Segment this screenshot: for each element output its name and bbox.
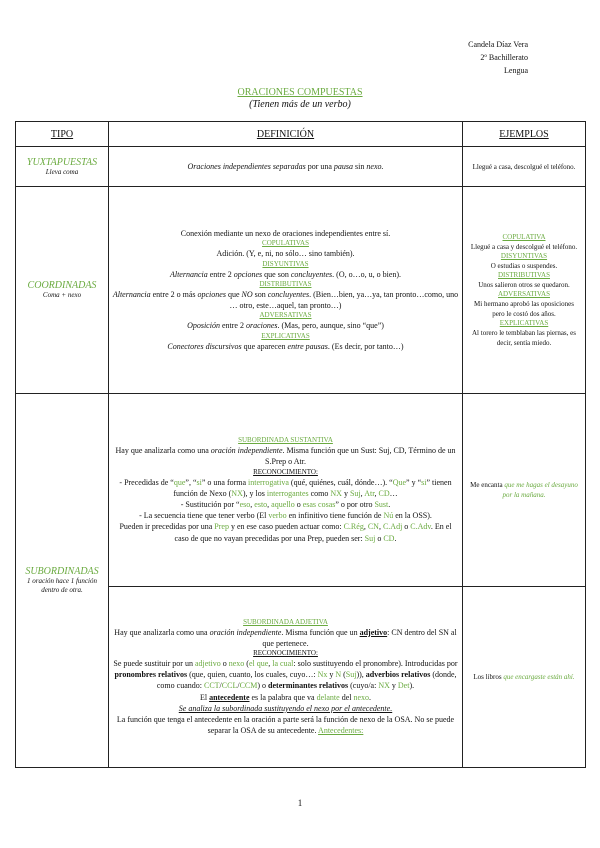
tipo-cell [16, 187, 109, 394]
definition-cell [109, 187, 463, 394]
t: NX [378, 681, 390, 691]
def-text: Alternancia [169, 269, 208, 279]
def-text: Se analiza la subordinada sustituyendo el nexo por el antecedente. [178, 703, 393, 713]
t: o [220, 658, 229, 668]
t: Antecedentes: [318, 726, 364, 736]
table-row-subordinada-sustantiva [16, 394, 586, 587]
t: , [374, 488, 379, 498]
t: ” y “ [406, 477, 422, 487]
t: CD [383, 533, 395, 543]
t: Que [392, 477, 407, 487]
def-text: pausa [333, 161, 354, 171]
example-heading: DISYUNTIVAS [500, 251, 548, 260]
section-heading-adversativas: ADVERSATIVAS [259, 311, 312, 320]
t: Atr [364, 488, 375, 498]
t: adjetivo [194, 658, 221, 668]
def-text: que aparecen [241, 341, 288, 351]
t: , [268, 658, 273, 668]
t: interrogativa [248, 477, 289, 487]
example-heading: COPULATIVA [502, 232, 546, 241]
t: ), y los [242, 488, 267, 498]
t: interrogantes [266, 488, 309, 498]
example-heading: EXPLICATIVAS [499, 318, 549, 327]
t: adjetivo [359, 627, 388, 637]
t: El [199, 692, 210, 702]
def-text [113, 510, 458, 521]
definition-cell [109, 147, 463, 187]
tipo-cell [16, 147, 109, 187]
t: pronombres relativos [114, 670, 188, 680]
tipo-note: Coma + nexo [42, 291, 82, 299]
t: (que, quien, cuanto, los cuales, cuyo…: [187, 670, 318, 680]
t: (qué, quiénes, cuál, dónde…). [288, 477, 388, 487]
def-text: . (Bien…bien, ya…ya, tan pronto…como, uno … otro, este…aquel, tan pronto…) [229, 289, 459, 311]
t: ” o por otro [335, 500, 375, 509]
t: y en ese caso pueden actuar como: [228, 522, 344, 532]
page-title: ORACIONES COMPUESTAS [237, 87, 363, 98]
section-heading-sustantiva: SUBORDINADA SUSTANTIVA [238, 436, 333, 445]
t: Pueden ir precedidas por una [119, 522, 215, 532]
def-text: oraciones [245, 321, 278, 331]
t: La función que tenga el antecedente en la oración a parte será la función de nexo de la OSA. No se puede separar la OSA de su antecedente. [116, 715, 455, 736]
t: : CN dentro del SN al que pertenece. [262, 627, 457, 648]
t: : solo sustituyendo el pronombre). Introducidas por [293, 658, 458, 668]
col-header-ejemplos: EJEMPLOS [463, 122, 586, 147]
def-text: oración independiente [210, 446, 283, 456]
t: ( [341, 670, 346, 680]
t: Suj [349, 488, 361, 498]
t: ). [409, 681, 415, 691]
def-text [113, 499, 458, 510]
example-highlight: que encargaste están ahí. [503, 673, 575, 681]
example-text: Los libros [473, 673, 504, 681]
t: nexo [353, 692, 370, 702]
t: ”, “ [185, 477, 197, 487]
t: o [294, 500, 303, 509]
reconocimiento-heading: RECONOCIMIENTO: [253, 467, 318, 476]
def-text: . Misma función que un Sust: Suj, CD, Término de un S.Prep o Atr. [265, 446, 456, 467]
def-text [113, 627, 458, 649]
def-text [113, 714, 458, 736]
def-text: entre 2 [207, 269, 234, 279]
t: , [267, 500, 272, 509]
def-text: Alternancia [112, 289, 151, 299]
t: si [421, 477, 427, 487]
def-text: . (Es decir, por tanto…) [327, 341, 404, 351]
t: Suj [364, 533, 376, 543]
t: NX [330, 488, 342, 498]
t: CCL [221, 681, 238, 691]
tipo-note: 1 oración hace 1 función dentro de otra. [27, 577, 97, 594]
col-header-tipo: TIPO [16, 122, 109, 147]
t: . [388, 500, 391, 509]
t: esto [254, 500, 268, 509]
table-header-row [16, 122, 586, 147]
def-text [113, 521, 458, 543]
table-row-yuxtapuestas [16, 147, 586, 187]
example-heading: DISTRIBUTIVAS [498, 270, 550, 279]
t: ” tienen función de Nexo ( [173, 477, 452, 498]
section-heading-distributivas: DISTRIBUTIVAS [259, 279, 312, 288]
t: C.Rég [343, 522, 364, 532]
t: el que [248, 658, 269, 668]
table-row-coordinadas [16, 187, 586, 394]
t: )), [356, 670, 366, 680]
t: C.Adj [382, 522, 403, 532]
t: … [389, 488, 398, 498]
t: Nú [383, 511, 394, 521]
t: o [375, 533, 384, 543]
def-text: que [225, 289, 242, 299]
t: nexo [228, 658, 245, 668]
example-heading: ADVERSATIVAS [498, 289, 550, 298]
def-text: . (Mas, pero, aunque, sino “que”) [277, 321, 384, 331]
def-text [112, 289, 459, 311]
t: CCT [203, 681, 220, 691]
t: N [335, 670, 342, 680]
example-text: Mi hermano aprobó las oposiciones pero le costó dos años. [474, 299, 574, 318]
t: determinantes relativos [268, 681, 349, 691]
def-text: NO [241, 289, 253, 299]
t: verbo [268, 511, 287, 521]
tipo-name: YUXTAPUESTAS [26, 156, 98, 168]
t: en la OSS). [393, 511, 432, 521]
example-text: O estudias o suspendes. [490, 261, 558, 270]
t: y [341, 488, 350, 498]
def-text: sin [353, 161, 367, 171]
t: - Sustitución por “ [180, 500, 240, 509]
def-text: Conectores discursivos [167, 341, 242, 351]
def-text [112, 269, 459, 280]
t: o [402, 522, 411, 532]
t: NX [231, 488, 243, 498]
section-heading-adjetiva: SUBORDINADA ADJETIVA [243, 617, 328, 626]
def-text: Oraciones independientes separadas [187, 161, 306, 171]
tipo-name: COORDINADAS [27, 280, 97, 291]
t: - La secuencia tiene que tener verbo (El [139, 511, 269, 521]
def-text: concluyentes [267, 289, 310, 299]
t: es la palabra que va [249, 692, 317, 702]
def-text: opciones [233, 269, 263, 279]
t: del [339, 692, 354, 702]
def-text [113, 692, 458, 703]
t: eso [239, 500, 251, 509]
example-text: Llegué a casa y descolgué el teléfono. [470, 242, 578, 251]
author-header [468, 38, 528, 77]
def-text: nexo. [366, 161, 384, 171]
def-text [112, 320, 459, 331]
def-text: Hay que analizarla como una [115, 446, 211, 456]
example-text: Llegué a casa, descolgué el teléfono. [472, 162, 576, 171]
t: Sust [374, 500, 389, 509]
t: y [327, 670, 336, 680]
t: (cuyo/a: [348, 681, 379, 691]
t: oración independiente [209, 627, 282, 637]
example-text: Al torero le temblaban las piernas, es decir, sentía miedo. [472, 328, 576, 347]
def-text [113, 477, 458, 499]
tipo-cell [16, 394, 109, 768]
section-heading-explicativas: EXPLICATIVAS [261, 331, 310, 340]
t: CN [367, 522, 379, 532]
def-text: Adición. (Y, e, ni, no sólo… sino también). [216, 249, 355, 259]
t: Det [397, 681, 410, 691]
def-text: entre 2 o más [150, 289, 198, 299]
def-text: son [252, 289, 268, 299]
def-text: opciones [197, 289, 226, 299]
t: aquello [271, 500, 295, 509]
def-text: que son [262, 269, 291, 279]
t: , [250, 500, 255, 509]
t: esas cosas [302, 500, 336, 509]
definition-cell [109, 587, 463, 768]
def-text: por una [305, 161, 334, 171]
def-text: . (O, o…o, u, o bien). [332, 269, 402, 279]
t: si [196, 477, 202, 487]
t: / [237, 681, 240, 691]
t: Prep [214, 522, 229, 532]
t: delante [316, 692, 340, 702]
t: C.Adv [410, 522, 431, 532]
t: CD [378, 488, 390, 498]
t: que [173, 477, 186, 487]
t: (donde, como cuando: [156, 670, 457, 691]
def-intro: Conexión mediante un nexo de oraciones independientes entre sí. [180, 229, 391, 239]
t: Suj [345, 670, 357, 680]
reconocimiento-heading: RECONOCIMIENTO: [253, 648, 318, 657]
t: Hay que analizarla como una [114, 627, 210, 637]
t: , [363, 522, 368, 532]
example-cell [463, 187, 586, 394]
tipo-name: SUBORDINADAS [25, 566, 99, 577]
example-cell [463, 147, 586, 187]
page-subtitle: (Tienen más de un verbo) [249, 99, 351, 110]
def-text [112, 341, 459, 352]
course-label: 2º Bachillerato [480, 53, 528, 62]
t: / [219, 681, 222, 691]
content-table [15, 121, 586, 768]
document-title-block [0, 87, 600, 110]
col-header-definicion: DEFINICIÓN [109, 122, 463, 147]
t: , [378, 522, 383, 532]
example-text: Me encanta [470, 481, 505, 489]
section-heading-copulativas: COPULATIVAS [262, 239, 309, 248]
t: la cual [272, 658, 294, 668]
definition-cell [109, 394, 463, 587]
t: ( [244, 658, 249, 668]
def-text: concluyentes [290, 269, 333, 279]
def-text [113, 445, 458, 467]
def-text: Oposición [187, 321, 220, 331]
t: , [360, 488, 365, 498]
example-cell [463, 394, 586, 587]
t: Nx [317, 670, 328, 680]
t: Se puede sustituir por un [113, 658, 195, 668]
example-cell [463, 587, 586, 768]
page-number: 1 [297, 798, 303, 808]
t: - Precedidas de “ [119, 477, 174, 487]
def-text: entre pausas [287, 341, 328, 351]
author-name: Candela Díaz Vera [468, 40, 528, 49]
t: y [389, 681, 398, 691]
t: antecedente [209, 692, 250, 702]
t: en infinitivo tiene función de [286, 511, 384, 521]
t: . [369, 692, 372, 702]
def-text [113, 658, 458, 692]
t: como [308, 488, 331, 498]
subject-label: Lengua [504, 66, 528, 75]
t: adverbios relativos [365, 670, 431, 680]
t: ) o [257, 681, 269, 691]
t: . En el caso de que no vayan precedidas por una Prep, pueden ser: [174, 522, 452, 543]
tipo-note: Lleva coma [45, 167, 79, 176]
t: . [394, 533, 397, 543]
t: . Misma función que un [281, 627, 360, 637]
t: ” o una forma [201, 477, 249, 487]
example-highlight: que me hagas el desayuno por la mañana. [502, 481, 578, 499]
section-heading-disyuntivas: DISYUNTIVAS [262, 259, 309, 268]
t: “ [389, 477, 393, 487]
example-text: Unos salieron otros se quedaron. [478, 280, 570, 289]
t: CCM [239, 681, 258, 691]
def-text: entre 2 [219, 321, 246, 331]
